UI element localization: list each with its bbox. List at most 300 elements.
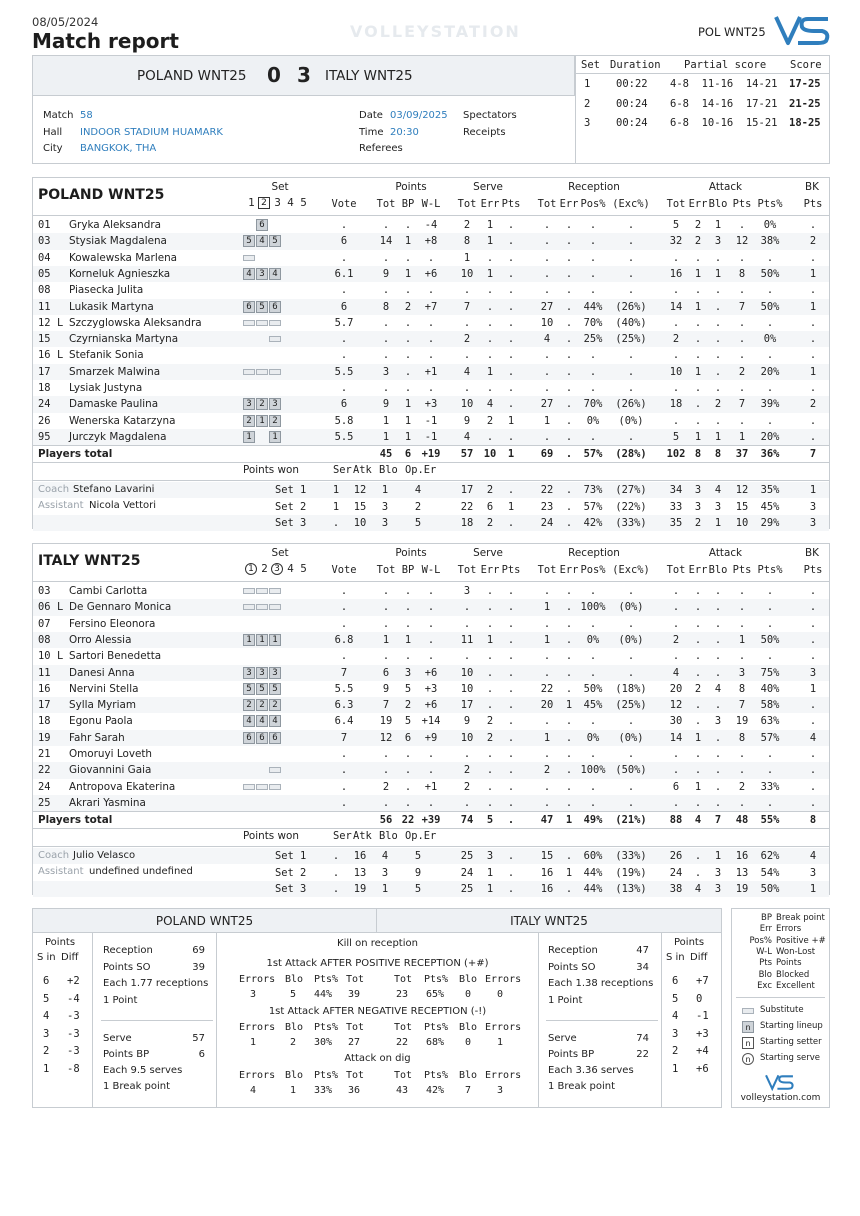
stat-serr: . bbox=[486, 382, 494, 394]
total-rexc: (21%) bbox=[615, 814, 647, 827]
stat-spts: . bbox=[507, 633, 515, 646]
stat-rexc: . bbox=[627, 267, 635, 280]
subheader-ablo: Blo bbox=[708, 564, 728, 576]
set-lineup-marker: 4 bbox=[243, 268, 255, 280]
stat-aerr: 2 bbox=[694, 682, 702, 695]
stat-apts: . bbox=[738, 748, 746, 760]
stat-serr: 2 bbox=[486, 414, 494, 427]
points-bp-label: Points BP bbox=[103, 1049, 150, 1060]
points-bp-value: 6 bbox=[198, 1049, 205, 1060]
rot-position: 4 bbox=[43, 1010, 50, 1022]
hall-label: Hall bbox=[43, 126, 63, 138]
set-lineup-marker: 5 bbox=[243, 683, 255, 695]
stat-aerr: . bbox=[694, 414, 702, 427]
stat-atot: . bbox=[672, 414, 680, 427]
set-stat-rexc: (27%) bbox=[615, 484, 647, 497]
stat-apts: . bbox=[738, 414, 746, 427]
stat-rtot: 4 bbox=[543, 333, 551, 346]
player-row bbox=[33, 681, 829, 697]
stat-vote: 6 bbox=[340, 300, 348, 313]
coach-name: Julio Velasco bbox=[73, 850, 136, 862]
stat-apts: 7 bbox=[738, 699, 746, 712]
site-url: volleystation.com bbox=[740, 1093, 821, 1103]
rot-position: 6 bbox=[672, 975, 679, 987]
player-number: 01 bbox=[38, 219, 51, 231]
stat-bk: 2 bbox=[809, 398, 817, 411]
player-name: Stefanik Sonia bbox=[69, 349, 144, 362]
stat-wl: +3 bbox=[424, 682, 438, 695]
stat-apct: . bbox=[766, 617, 774, 630]
stat-apts: 7 bbox=[738, 300, 746, 313]
set-substitute-marker bbox=[269, 320, 281, 326]
player-name: Smarzek Malwina bbox=[69, 365, 161, 378]
legend-desc: Blocked bbox=[776, 969, 810, 980]
stat-spts: . bbox=[507, 682, 515, 695]
stat-apts: 8 bbox=[738, 682, 746, 695]
points-won-opr: Op.Er bbox=[405, 464, 437, 477]
stat-apts: . bbox=[738, 764, 746, 777]
set-stat-blo: 3 bbox=[381, 516, 389, 529]
set-stat-ablo: 3 bbox=[714, 882, 722, 895]
set-lineup-marker: 4 bbox=[243, 715, 255, 727]
player-libero-flag: L bbox=[57, 349, 64, 362]
stat-apts: . bbox=[738, 650, 746, 663]
stat-rpos: . bbox=[589, 666, 597, 679]
stat-stot: 17 bbox=[460, 699, 474, 712]
stat-stot: 1 bbox=[463, 251, 471, 264]
stat-stot: . bbox=[463, 617, 471, 630]
set-number: 3 bbox=[274, 197, 281, 209]
set-stat-opr: 4 bbox=[414, 484, 422, 497]
set-number: 2 bbox=[261, 563, 268, 575]
home-sets-won: 0 bbox=[267, 63, 281, 87]
stat-rtot: 10 bbox=[540, 316, 554, 329]
stat-aerr: . bbox=[694, 382, 702, 394]
set-stat-stot: 25 bbox=[460, 850, 474, 863]
stat-rpos: . bbox=[589, 235, 597, 248]
set-stat-atk: 12 bbox=[353, 484, 367, 497]
stat-aerr: 2 bbox=[694, 235, 702, 248]
set-stat-serr: 6 bbox=[486, 500, 494, 513]
stat-wl: +14 bbox=[421, 715, 441, 728]
stat-spts: . bbox=[507, 601, 515, 614]
set-stat-ablo: 1 bbox=[714, 516, 722, 529]
sets-row-duration: 00:24 bbox=[616, 117, 648, 129]
set-stat-ablo: 4 bbox=[714, 484, 722, 497]
stat-spts: . bbox=[507, 267, 515, 280]
stat-rpos: . bbox=[589, 780, 597, 793]
player-number: 11 bbox=[38, 666, 51, 679]
set-stat-atk: 15 bbox=[353, 500, 367, 513]
serve-value: 74 bbox=[636, 1033, 649, 1044]
stat-rpos: 0% bbox=[586, 633, 600, 646]
stat-bp: 3 bbox=[404, 666, 412, 679]
sets-row-score: 18-25 bbox=[789, 117, 821, 129]
rot-position: 4 bbox=[672, 1010, 679, 1022]
subheader-bk: Pts bbox=[803, 564, 823, 576]
legend-starting-setter: Starting setter bbox=[760, 1037, 822, 1047]
total-bp: 22 bbox=[401, 814, 415, 827]
stat-atot: . bbox=[672, 650, 680, 663]
subheader-wl: W-L bbox=[421, 198, 441, 210]
set-substitute-marker bbox=[269, 588, 281, 594]
stat-bk: 1 bbox=[809, 267, 817, 280]
stat-spts: . bbox=[507, 780, 515, 793]
set-stat-atot: 24 bbox=[669, 866, 683, 879]
sets-header-set: Set bbox=[581, 59, 600, 71]
stat-aerr: . bbox=[694, 666, 702, 679]
set-lineup-marker: 3 bbox=[269, 398, 281, 410]
stat-serr: . bbox=[486, 430, 494, 443]
referees-label: Referees bbox=[359, 143, 403, 154]
stat-spts: . bbox=[507, 764, 515, 777]
stat-bp: . bbox=[404, 764, 412, 777]
stat-apct: . bbox=[766, 650, 774, 663]
right-value: 43 bbox=[396, 1085, 409, 1096]
rot-position: 5 bbox=[43, 992, 50, 1005]
stat-bp: 6 bbox=[404, 731, 412, 744]
coach-name: Stefano Lavarini bbox=[73, 484, 155, 496]
stat-vote: 6.1 bbox=[334, 267, 354, 280]
set-stat-blo: 3 bbox=[381, 866, 389, 879]
set-stat-bk: 1 bbox=[809, 484, 817, 497]
total-rerr: 1 bbox=[565, 814, 573, 827]
stat-serr: . bbox=[486, 349, 494, 362]
stat-bk: . bbox=[809, 796, 817, 809]
sets-row-partial: 6-8 14-16 17-21 bbox=[670, 97, 778, 110]
stat-apct: 20% bbox=[760, 365, 780, 378]
set-stat-ser: . bbox=[332, 850, 340, 863]
set-lineup-marker: 4 bbox=[269, 715, 281, 727]
set-stat-spts: 1 bbox=[507, 500, 515, 513]
rot-position: 3 bbox=[43, 1027, 50, 1040]
stat-bp: . bbox=[404, 585, 412, 597]
stat-wl: . bbox=[427, 585, 435, 597]
stat-spts: . bbox=[507, 585, 515, 597]
stat-rexc: (26%) bbox=[615, 300, 647, 313]
one-point: 1 Point bbox=[103, 995, 138, 1006]
set-stat-bk: 3 bbox=[809, 516, 817, 529]
player-row bbox=[33, 315, 829, 331]
reception-label: Reception bbox=[103, 945, 153, 956]
rot-diff: -3 bbox=[67, 1045, 80, 1057]
stat-bk: . bbox=[809, 333, 817, 346]
player-number: 18 bbox=[38, 382, 51, 394]
player-name: Czyrnianska Martyna bbox=[69, 333, 179, 346]
header-reception: Reception bbox=[568, 181, 620, 193]
stat-aerr: . bbox=[694, 349, 702, 362]
subheader-rerr: Err bbox=[559, 564, 579, 576]
player-row bbox=[33, 779, 829, 795]
rot-diff: +7 bbox=[696, 975, 709, 987]
set-number: 1 bbox=[248, 197, 255, 209]
left-header: Errors bbox=[239, 974, 276, 985]
right-value: 3 bbox=[497, 1085, 504, 1096]
stat-rpos: . bbox=[589, 349, 597, 362]
player-row bbox=[33, 632, 829, 648]
player-row bbox=[33, 347, 829, 363]
stat-rerr: . bbox=[565, 780, 573, 793]
stat-apts: . bbox=[738, 333, 746, 346]
stat-rtot: . bbox=[543, 219, 551, 231]
stat-atot: 5 bbox=[672, 430, 680, 443]
player-number: 24 bbox=[38, 780, 51, 793]
total-apts: 48 bbox=[735, 814, 749, 827]
sets-table bbox=[576, 56, 830, 163]
stat-serr: . bbox=[486, 796, 494, 809]
player-libero-flag: L bbox=[57, 316, 64, 329]
stat-ptot: . bbox=[382, 382, 390, 394]
stat-ptot: . bbox=[382, 764, 390, 777]
set-lineup-marker: 2 bbox=[256, 699, 268, 711]
stat-rpos: . bbox=[589, 365, 597, 378]
stat-ptot: . bbox=[382, 601, 390, 614]
stat-bk: . bbox=[809, 715, 817, 728]
kill-on-reception-title: Kill on reception bbox=[337, 938, 418, 949]
stat-bk: . bbox=[809, 585, 817, 597]
player-number: 17 bbox=[38, 699, 51, 712]
sets-row-score: 17-25 bbox=[789, 78, 821, 90]
stat-rexc: (0%) bbox=[618, 601, 644, 614]
total-divider bbox=[33, 828, 829, 829]
player-name: Damaske Paulina bbox=[69, 398, 159, 411]
summary-away-name: ITALY WNT25 bbox=[510, 914, 588, 928]
stat-rerr: . bbox=[565, 235, 573, 248]
subheader-rpos: Pos% bbox=[580, 198, 606, 210]
player-row bbox=[33, 250, 829, 266]
stat-vote: 5.8 bbox=[334, 414, 354, 427]
right-header: Errors bbox=[485, 974, 522, 985]
stat-rexc: . bbox=[627, 617, 635, 630]
set-stat-apts: 16 bbox=[735, 850, 749, 863]
stat-rexc: . bbox=[627, 284, 635, 297]
set-stat-spts: . bbox=[507, 882, 515, 895]
stat-apct: 40% bbox=[760, 682, 780, 695]
set-stat-bk: 3 bbox=[809, 500, 817, 513]
set-stat-apts: 15 bbox=[735, 500, 749, 513]
set-lineup-marker: 6 bbox=[243, 301, 255, 313]
stat-serr: 1 bbox=[486, 267, 494, 280]
subheader-apts: Pts bbox=[732, 564, 752, 576]
stat-rpos: . bbox=[589, 650, 597, 663]
right-value: 1 bbox=[497, 1037, 504, 1048]
stat-apts: 2 bbox=[738, 365, 746, 378]
right-header: Tot bbox=[394, 1022, 413, 1033]
set-stat-stot: 22 bbox=[460, 500, 474, 513]
set-substitute-marker bbox=[243, 784, 255, 790]
header-serve: Serve bbox=[473, 547, 503, 559]
rot-diff: -8 bbox=[67, 1062, 80, 1075]
right-header: Blo bbox=[459, 1070, 478, 1081]
stat-vote: . bbox=[340, 585, 348, 597]
stat-rexc: (0%) bbox=[618, 731, 644, 744]
stat-bk: . bbox=[809, 650, 817, 663]
player-name: De Gennaro Monica bbox=[69, 601, 172, 614]
left-header: Blo bbox=[285, 1022, 304, 1033]
stat-rtot: . bbox=[543, 430, 551, 443]
stat-stot: 10 bbox=[460, 731, 474, 744]
set-stat-blo: 1 bbox=[381, 484, 389, 497]
legend-starting-serve: Starting serve bbox=[760, 1053, 821, 1063]
stat-bp: 1 bbox=[404, 398, 412, 411]
stat-rexc: (0%) bbox=[618, 633, 644, 646]
legend-abbr: Pts bbox=[759, 958, 772, 969]
legend-abbr: Pos% bbox=[749, 935, 772, 946]
match-code: POL WNT25 bbox=[698, 25, 766, 39]
page-title: Match report bbox=[32, 29, 179, 53]
subheader-bp: BP bbox=[401, 198, 415, 210]
stat-spts: . bbox=[507, 796, 515, 809]
stat-ptot: 1 bbox=[382, 430, 390, 443]
total-stot: 74 bbox=[460, 814, 474, 827]
player-name: Akrari Yasmina bbox=[69, 796, 146, 809]
stat-rerr: . bbox=[565, 666, 573, 679]
stat-rpos: 25% bbox=[583, 333, 603, 346]
stat-ablo: . bbox=[714, 365, 722, 378]
subheader-apct: Pts% bbox=[757, 198, 783, 210]
stat-bk: . bbox=[809, 633, 817, 646]
stat-apts: 7 bbox=[738, 398, 746, 411]
stat-rexc: . bbox=[627, 382, 635, 394]
stat-ablo: . bbox=[714, 748, 722, 760]
total-wl: +19 bbox=[421, 448, 441, 461]
stat-wl: +9 bbox=[424, 731, 438, 744]
stat-stot: 10 bbox=[460, 267, 474, 280]
stat-aerr: 1 bbox=[694, 731, 702, 744]
stat-bp: 1 bbox=[404, 430, 412, 443]
player-name: Sartori Benedetta bbox=[69, 650, 162, 663]
stat-apct: . bbox=[766, 796, 774, 809]
set-stat-rexc: (19%) bbox=[615, 866, 647, 879]
total-spts: 1 bbox=[507, 448, 515, 461]
left-header: Blo bbox=[285, 1070, 304, 1081]
left-value: 1 bbox=[290, 1085, 297, 1096]
player-row bbox=[33, 233, 829, 249]
total-rerr: . bbox=[565, 448, 573, 461]
header-attack: Attack bbox=[708, 181, 743, 193]
players-total-label: Players total bbox=[38, 448, 113, 461]
stat-ablo: 1 bbox=[714, 267, 722, 280]
header-reception: Reception bbox=[568, 547, 620, 559]
total-rpos: 57% bbox=[583, 448, 603, 461]
left-value: 2 bbox=[290, 1037, 297, 1048]
stat-aerr: . bbox=[694, 585, 702, 597]
legend-abbr: Blo bbox=[758, 969, 772, 980]
stat-bk: 4 bbox=[809, 731, 817, 744]
right-value: 42% bbox=[426, 1085, 445, 1096]
left-value: 1 bbox=[250, 1037, 257, 1048]
stat-atot: 2 bbox=[672, 333, 680, 346]
stat-ablo: . bbox=[714, 764, 722, 777]
player-number: 08 bbox=[38, 633, 51, 646]
team-title: ITALY WNT25 bbox=[38, 553, 141, 569]
stat-atot: 2 bbox=[672, 633, 680, 646]
stat-vote: . bbox=[340, 617, 348, 630]
stat-aerr: . bbox=[694, 251, 702, 264]
stat-ablo: . bbox=[714, 284, 722, 297]
stat-atot: . bbox=[672, 349, 680, 362]
player-row bbox=[33, 331, 829, 347]
player-name: Piasecka Julita bbox=[69, 284, 144, 297]
time-label: Time bbox=[359, 126, 384, 138]
stat-stot: 10 bbox=[460, 666, 474, 679]
set-lineup-marker: 2 bbox=[243, 699, 255, 711]
set-stat-rexc: (22%) bbox=[615, 500, 647, 513]
stat-atot: . bbox=[672, 251, 680, 264]
set-substitute-marker bbox=[243, 320, 255, 326]
stat-ptot: . bbox=[382, 617, 390, 630]
stat-rpos: . bbox=[589, 748, 597, 760]
stat-rpos: 70% bbox=[583, 398, 603, 411]
player-number: 24 bbox=[38, 398, 51, 411]
stat-rerr: . bbox=[565, 731, 573, 744]
stat-ablo: 2 bbox=[714, 398, 722, 411]
stat-apct: 63% bbox=[760, 715, 780, 728]
stat-apct: . bbox=[766, 585, 774, 597]
stat-rerr: . bbox=[565, 267, 573, 280]
match-meta-values bbox=[80, 108, 223, 158]
set-stat-stot: 25 bbox=[460, 882, 474, 895]
stat-bp: 1 bbox=[404, 267, 412, 280]
set-lineup-marker: 6 bbox=[256, 732, 268, 744]
stat-rexc: . bbox=[627, 748, 635, 760]
total-rexc: (28%) bbox=[615, 448, 647, 461]
set-lineup-marker: 1 bbox=[256, 415, 268, 427]
match-number: 58 bbox=[80, 110, 93, 121]
sets-row-score: 21-25 bbox=[789, 97, 821, 110]
total-aerr: 4 bbox=[694, 814, 702, 827]
player-name: Fersino Eleonora bbox=[69, 617, 156, 630]
stat-spts: . bbox=[507, 284, 515, 297]
stat-apts: . bbox=[738, 617, 746, 630]
set-substitute-marker bbox=[243, 369, 255, 375]
legend-box bbox=[731, 908, 830, 1108]
set-substitute-marker bbox=[269, 604, 281, 610]
subheader-stot: Tot bbox=[457, 198, 477, 210]
set-stat-rerr: . bbox=[565, 500, 573, 513]
stat-atot: 16 bbox=[669, 267, 683, 280]
rot-position: 1 bbox=[672, 1062, 679, 1075]
points-so-label: Points SO bbox=[548, 962, 596, 973]
stat-rerr: . bbox=[565, 650, 573, 663]
stat-stot: 2 bbox=[463, 764, 471, 777]
set-stat-rtot: 16 bbox=[540, 866, 554, 879]
stat-rerr: . bbox=[565, 601, 573, 614]
set-stat-apct: 29% bbox=[760, 516, 780, 529]
player-row bbox=[33, 583, 829, 599]
stat-ablo: . bbox=[714, 699, 722, 712]
player-number: 95 bbox=[38, 430, 51, 443]
set-stat-apct: 50% bbox=[760, 882, 780, 895]
player-name: Jurczyk Magdalena bbox=[69, 430, 167, 443]
stat-rtot: . bbox=[543, 382, 551, 394]
total-serr: 10 bbox=[483, 448, 497, 461]
player-row bbox=[33, 697, 829, 713]
left-value: 3 bbox=[250, 989, 257, 1000]
stat-spts: . bbox=[507, 715, 515, 728]
set-stats-row bbox=[33, 848, 829, 864]
stat-rerr: . bbox=[565, 398, 573, 411]
stat-rpos: 100% bbox=[580, 764, 606, 777]
stat-vote: 5.7 bbox=[334, 316, 354, 329]
sets-header-partial: Partial score bbox=[684, 59, 767, 71]
stat-stot: 2 bbox=[463, 219, 471, 231]
set-stat-ablo: 3 bbox=[714, 500, 722, 513]
stat-ablo: . bbox=[714, 601, 722, 614]
legend-desc: Points bbox=[776, 958, 802, 969]
set-stat-apct: 54% bbox=[760, 866, 780, 879]
stat-rerr: . bbox=[565, 333, 573, 346]
